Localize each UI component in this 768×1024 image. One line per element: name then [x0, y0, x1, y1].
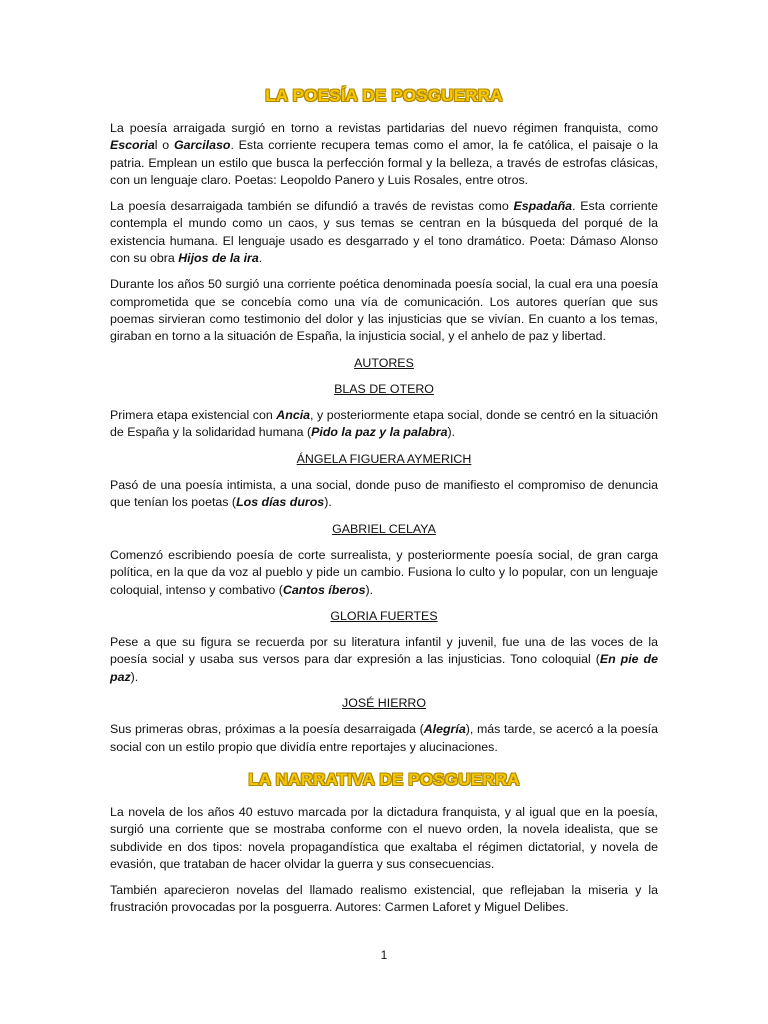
paragraph-gloria-fuertes [110, 634, 658, 686]
magazine-escorial: Escoria [110, 138, 155, 153]
author-heading-gabriel-celaya: GABRIEL CELAYA [332, 521, 436, 536]
text: . Esta corriente contempla el mundo como un caos, y sus temas se centran en la búsqueda del porqué de la existencia humana. El lenguaje usado es desgarrado y el tono dramático. Poeta: Dámaso Alonso con su obra [110, 199, 658, 266]
text: , y posteriormente etapa social, donde se centró en la situación de España y la solidaridad humana ( [110, 408, 658, 440]
work-ancia: Ancia [276, 408, 311, 423]
text: ). [447, 425, 456, 440]
paragraph-poesia-desarraigada [110, 198, 658, 267]
paragraph-poesia-arraigada [110, 120, 658, 189]
magazine-espadana: Espadaña [513, 199, 573, 214]
text: . Esta corriente recupera temas como el amor, la fe católica, el paisaje o la patria. Emplean un estilo que busca la perfección formal y la belleza, a través de estrofas clásicas, con un lenguaje claro. Poetas: Leopoldo Panero y Luis Rosales, entre otros. [110, 138, 658, 187]
paragraph-blas-de-otero [110, 407, 658, 442]
work-cantos-iberos: Cantos íberos [282, 582, 366, 597]
section-title-poesia: LA POESÍA DE POSGUERRA [265, 86, 503, 105]
text: Comenzó escribiendo poesía de corte surrealista, y posteriormente poesía social, de gran carga política, en la que da voz al pueblo y pide un cambio. Fusiona lo culto y lo popular, con un lenguaje coloquial, intenso y combativo ( [110, 547, 658, 597]
text: La poesía arraigada surgió en torno a revistas partidarias del nuevo régimen franquista, como [110, 121, 658, 135]
work-hijos-de-la-ira: Hijos de la ira [178, 251, 259, 266]
text: Pasó de una poesía intimista, a una social, donde puso de manifiesto el compromiso de denuncia que tenían los poetas ( [110, 478, 658, 510]
paragraph-angela-figuera [110, 477, 658, 512]
text: ). [365, 582, 374, 597]
work-en-pie-de-paz: En pie de paz [110, 652, 658, 684]
author-heading-blas-de-otero: BLAS DE OTERO [334, 381, 434, 396]
paragraph-poesia-social: Durante los años 50 surgió una corriente poética denominada poesía social, la cual era una poesía comprometida que se concebía como una vía de comunicación. Los autores querían que sus poemas sirvieran como testimonio del dolor y las injusticias que se vivían. En cuanto a los temas, giraban en torno a la situación de España, la injusticia social, y el anhelo de paz y libertad. [110, 277, 658, 344]
text: Pese a que su figura se recuerda por su literatura infantil y juvenil, fue una de las voces de la poesía social y usaba sus versos para dar expresión a las injusticias. Tono coloquial ( [110, 635, 658, 667]
text: ). [324, 495, 332, 510]
text: l o [154, 138, 174, 153]
paragraph-realismo-existencial: También aparecieron novelas del llamado realismo existencial, que reflejaban la miseria y la frustración provocadas por la posguerra. Autores: Carmen Laforet y Miguel Delibes. [110, 883, 658, 915]
paragraph-gabriel-celaya [110, 547, 658, 599]
text: . [258, 251, 263, 266]
section-title-narrativa: LA NARRATIVA DE POSGUERRA [248, 769, 520, 789]
text: ). [130, 669, 139, 684]
text: La poesía desarraigada también se difundió a través de revistas como [110, 199, 514, 214]
work-alegria: Alegría [423, 722, 466, 737]
magazine-garcilaso: Garcilaso [173, 138, 231, 153]
paragraph-jose-hierro [110, 721, 658, 756]
work-los-dias-duros: Los días duros [236, 495, 325, 510]
page-number: 1 [380, 948, 388, 962]
work-pido-la-paz: Pido la paz y la palabra [311, 425, 448, 440]
text: Primera etapa existencial con [110, 408, 277, 423]
paragraph-novela-anos-40: La novela de los años 40 estuvo marcada por la dictadura franquista, y al igual que en la poesía, surgió una corriente que se mostraba conforme con el nuevo orden, la novela idealista, que se subdivide en dos tipos: novela propagandística que exaltaba el régimen dictatorial, y novela de evasión, que trataban de hacer olvidar la guerra y sus consecuencias. [110, 804, 658, 871]
author-heading-angela-figuera: ÁNGELA FIGUERA AYMERICH [296, 451, 472, 466]
autores-heading: AUTORES [354, 355, 414, 370]
author-heading-jose-hierro: JOSÉ HIERRO [342, 696, 426, 711]
text: ), más tarde, se acercó a la poesía social con un estilo propio que dividía entre reportajes y alucinaciones. [110, 722, 658, 754]
text: Sus primeras obras, próximas a la poesía desarraigada ( [110, 722, 424, 737]
author-heading-gloria-fuertes: GLORIA FUERTES [330, 608, 438, 623]
